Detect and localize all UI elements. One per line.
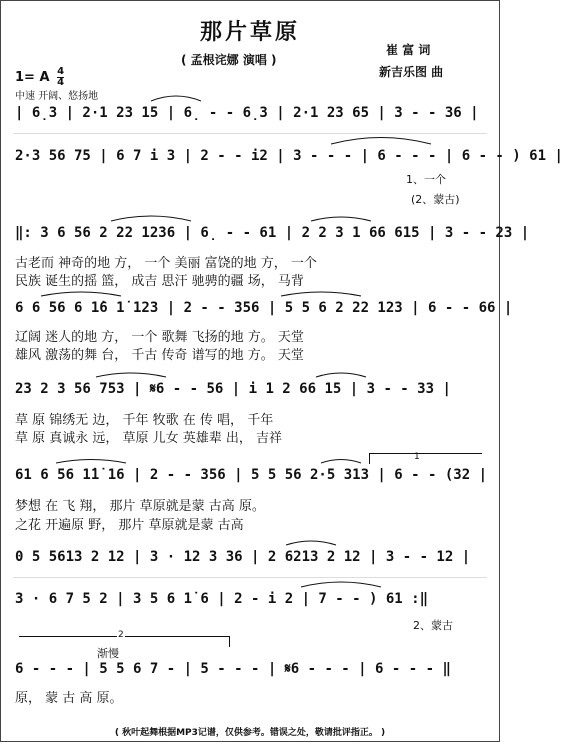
lyric-line-5-verse1: 草 原 锦绣无 边， 千年 牧歌 在 传 唱， 千年 <box>15 413 274 428</box>
verse2-ending-pickup: 2、蒙古 <box>413 619 453 632</box>
lyricist-credit: 崔 富 词 <box>386 43 431 57</box>
tempo-marking: 中速 开阔、悠扬地 <box>15 91 99 102</box>
score-line-9: 6 - - - | 5 5 6 7 - | 5 - - - | 𝄋6 - - - | 6 - - - ‖ <box>15 661 451 677</box>
lyric-line-6-verse1: 梦想 在 飞 翔， 那片 草原就是蒙 古高 原。 <box>15 499 265 514</box>
slur-marks <box>1 1 499 741</box>
song-title: 那片草原 <box>199 20 300 45</box>
lyric-line-6-verse2: 之花 开遍原 野， 那片 草原就是蒙 古高 <box>15 518 244 533</box>
transcription-note: ( 秋叶起舞根据MP3记谱，仅供参考。错误之处，敬请批评指正。 ) <box>114 728 386 738</box>
lyric-line-9: 原， 蒙 古 高 原。 <box>15 691 123 706</box>
volta-number-1: 1 <box>414 452 420 462</box>
composer-credit: 新吉乐图 曲 <box>379 65 444 79</box>
lyric-line-4-verse2: 雄风 激荡的舞 台， 千古 传奇 谱写的地 方。 天堂 <box>15 348 304 363</box>
lyric-line-3-verse1: 古老而 神奇的地 方， 一个 美丽 富饶的地 方， 一个 <box>15 256 317 271</box>
volta-number-2: 2 <box>118 630 124 640</box>
ritardando-marking: 渐慢 <box>97 647 119 660</box>
score-line-2: 2·3 56 75 | 6 7 i 3 | 2 - - i2 | 3 - - - | 6 - - - | 6 - - ) 61 | <box>15 148 563 164</box>
time-signature-bottom: 4 <box>57 77 65 88</box>
key-label: 1= A <box>15 70 50 85</box>
score-line-6: 61 6 56 1̇1̇ 16 | 2 - - 356 | 5 5 56 2·5 313 | 6 - - (32 | <box>15 467 488 483</box>
lyric-line-4-verse1: 辽阔 迷人的地 方， 一个 歌舞 飞扬的地 方。 天堂 <box>15 330 304 345</box>
score-line-1: | 6̣3 | 2·1 23 15 | 6̣ - - 6̣3 | 2·1 23 65 | 3 - - 36 | <box>15 105 479 121</box>
score-line-3: ‖: 3 6 56 2 22 1236 | 6̣ - - 61 | 2 2 3 1 66 615 | 3 - - 23 | <box>15 225 530 241</box>
lyric-line-5-verse2: 草 原 真诚永 远， 草原 儿女 英雄辈 出， 吉祥 <box>15 431 283 446</box>
verse2-pickup: (2、蒙古) <box>411 193 460 206</box>
score-line-7: 0 5 5613 2 12 | 3 · 12 3 36 | 2 6213 2 12 | 3 - - 12 | <box>15 549 471 565</box>
time-signature-top: 4 <box>57 66 65 77</box>
score-line-5: 23 2 3 56 753 | 𝄋6 - - 56 | i 1 2 66 15 | 3 - - 33 | <box>15 381 451 397</box>
singer-credit: ( 孟根诧娜 演唱 ) <box>181 53 277 67</box>
score-line-8: 3 · 6 7 5 2 | 3 5 6 1̇ 6 | 2 - i 2 | 7 - - ) 61 :‖ <box>15 591 429 607</box>
lyric-line-3-verse2: 民族 诞生的摇 篮， 成吉 思汗 驰骋的疆 场， 马背 <box>15 274 304 289</box>
score-line-4: 6 6 56 6 1̇6 1̇ 123 | 2 - - 356 | 5 5 6 2 22 123 | 6 - - 66 | <box>15 300 513 316</box>
verse1-pickup: 1、一个 <box>406 173 446 186</box>
